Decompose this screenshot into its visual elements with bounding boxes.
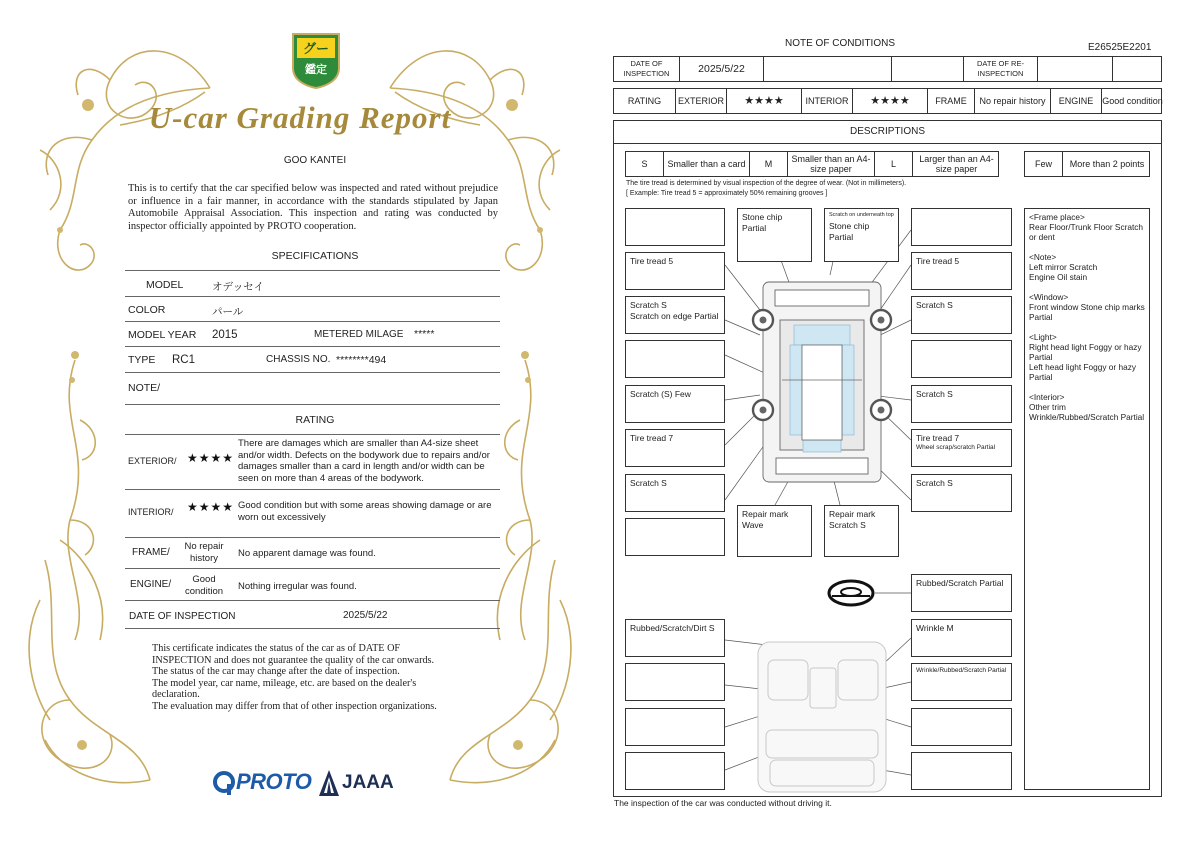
exterior-stars: ★★★★ [727, 89, 802, 113]
type-label: TYPE [128, 354, 156, 366]
model-year-label: MODEL YEAR [128, 329, 197, 341]
goo-kantei-badge-icon [287, 28, 345, 90]
legend-l: L [875, 152, 913, 176]
desc-box-right-1 [911, 208, 1012, 246]
divider [125, 404, 500, 405]
date-inspection-value: 2025/5/22 [680, 57, 764, 81]
desc-box-interior-right-2: Wrinkle M [911, 619, 1012, 657]
divider [125, 296, 500, 297]
desc-box-left-4 [625, 340, 725, 378]
specifications-heading: SPECIFICATIONS [271, 250, 359, 262]
certificate-footer [152, 643, 482, 713]
desc-box-interior-right-5 [911, 752, 1012, 790]
divider [125, 346, 500, 347]
desc-box-interior-left-2 [625, 663, 725, 701]
note-line [1029, 282, 1145, 292]
type-value: RC1 [172, 354, 196, 366]
exterior-label: EXTERIOR/ [128, 456, 177, 466]
legend-m: M [750, 152, 788, 176]
rating-label: RATING [614, 89, 676, 113]
desc-text: Tire tread 7 [916, 433, 960, 443]
date-inspection-label: DATE OF INSPECTION [614, 57, 680, 81]
engine-value: Good condition [184, 574, 224, 597]
report-subtitle: GOO KANTEI [283, 155, 347, 166]
engine-label: ENGINE/ [130, 579, 172, 590]
tire-note: The tire tread is determined by visual inspection of the degree of wear. (Not in millimeters). [626, 180, 907, 187]
chassis-no-value: ********494 [336, 354, 387, 366]
certification-statement: This is to certify that the car specified below was inspected and rated without prejudice or influence in a fair manner, in accordance with the standards stipulated by Japan Automobile Appraisal Association. This inspection and rating was conducted by inspector officially appointed by PROTO cooperation. [128, 183, 498, 232]
date-of-inspection-label: DATE OF INSPECTION [129, 611, 236, 622]
interior-label: INTERIOR [802, 89, 853, 113]
note-label: NOTE/ [128, 382, 161, 394]
note-of-conditions [600, 0, 1200, 848]
report-id: E26525E2201 [1088, 42, 1152, 53]
desc-box-top-mid-1: Stone chip Partial [737, 208, 812, 262]
badge-bottom-text: 鑑定 [305, 63, 327, 76]
desc-box-right-3: Scratch S [911, 296, 1012, 334]
interior-stars: ★★★★ [187, 500, 235, 514]
proto-logo-text: PROTO [236, 769, 312, 794]
desc-box-interior-right-1: Rubbed/Scratch Partial [911, 574, 1012, 612]
divider [125, 434, 500, 435]
divider [125, 568, 500, 569]
desc-box-right-7: Scratch S [911, 474, 1012, 512]
model-label: MODEL [146, 279, 184, 291]
desc-box-left-8 [625, 518, 725, 556]
note-line: <Light> [1029, 332, 1057, 342]
conditions-footer: The inspection of the car was conducted without driving it. [614, 798, 832, 808]
desc-box-interior-right-3: Wrinkle/Rubbed/Scratch Partial [911, 663, 1012, 701]
engine-label: ENGINE [1051, 89, 1102, 113]
desc-box-left-6: Tire tread 7 [625, 429, 725, 467]
desc-box-left-7: Scratch S [625, 474, 725, 512]
note-line: <Interior> [1029, 392, 1065, 402]
note-line: <Note> [1029, 252, 1057, 262]
desc-box-left-2: Tire tread 5 [625, 252, 725, 290]
desc-small-text: Wheel scrap/scratch Partial [916, 444, 996, 451]
jaaa-logo-text: JAAA [342, 772, 394, 793]
desc-box-interior-left-1: Rubbed/Scratch/Dirt S [625, 619, 725, 657]
desc-box-right-6 [911, 429, 1012, 467]
frame-label: FRAME/ [132, 547, 170, 558]
model-value: オデッセイ [212, 281, 264, 293]
desc-box-interior-right-4 [911, 708, 1012, 746]
badge-top-text: グー [302, 42, 329, 57]
desc-box-interior-left-3 [625, 708, 725, 746]
jaaa-logo-icon [318, 769, 340, 797]
divider [125, 489, 500, 490]
legend-l-desc: Larger than an A4-size paper [919, 154, 994, 174]
legend-s-desc: Smaller than a card [664, 152, 750, 176]
frame-description: No apparent damage was found. [238, 548, 376, 559]
legend-few: Few [1025, 152, 1063, 176]
interior-label: INTERIOR/ [128, 507, 174, 517]
frame-value: No repair history [975, 89, 1051, 113]
divider [125, 600, 500, 601]
metered-milage-value: ***** [414, 328, 435, 340]
metered-milage-label: METERED MILAGE [314, 329, 404, 340]
rating-heading: RATING [295, 414, 335, 426]
color-label: COLOR [128, 304, 166, 316]
date-reinspection-label: DATE OF RE-INSPECTION [964, 57, 1038, 81]
note-line: Right head light Foggy or hazy Partial [1029, 342, 1142, 362]
footer-line: This certificate indicates the status of the car as of DATE OF [152, 643, 401, 654]
note-line: <Frame place> [1029, 212, 1085, 222]
desc-box-left-3: Scratch S Scratch on edge Partial [625, 296, 725, 334]
legend-s: S [626, 152, 664, 176]
desc-box-right-5: Scratch S [911, 385, 1012, 423]
note-line: Other trim [1029, 402, 1066, 412]
note-line [1029, 322, 1145, 332]
proto-logo-icon [212, 770, 236, 796]
frame-label: FRAME [928, 89, 975, 113]
report-title: U-car Grading Report [148, 100, 452, 135]
note-line: Front window Stone chip marks Partial [1029, 302, 1145, 322]
divider [125, 628, 500, 629]
exterior-stars: ★★★★ [187, 451, 235, 465]
desc-box-top-mid-2 [824, 208, 899, 262]
desc-box-right-2: Tire tread 5 [911, 252, 1012, 290]
desc-box-bottom-mid-2: Repair mark Scratch S [824, 505, 899, 557]
interior-stars: ★★★★ [853, 89, 928, 113]
note-line: <Window> [1029, 292, 1069, 302]
note-line: Rear Floor/Trunk Floor Scratch or dent [1029, 222, 1144, 242]
footer-line: INSPECTION and does not guarantee the quality of the car onwards. [152, 654, 435, 666]
note-line: Engine Oil stain [1029, 272, 1088, 282]
note-line: Left head light Foggy or hazy Partial [1029, 362, 1137, 382]
model-year-value: 2015 [212, 329, 238, 341]
engine-description: Nothing irregular was found. [238, 581, 357, 592]
desc-box-interior-left-4 [625, 752, 725, 790]
desc-small-text: Scratch on underneath top [829, 212, 894, 218]
interior-description: Good condition but with some areas showing damage or are worn out excessively [238, 500, 492, 523]
legend-few-desc: More than 2 points [1069, 159, 1145, 169]
desc-text: Stone chip Partial [829, 220, 870, 242]
note-line [1029, 382, 1145, 392]
chassis-no-label: CHASSIS NO. [266, 354, 331, 365]
color-value: パール [212, 306, 244, 318]
desc-box-bottom-mid-1: Repair mark Wave [737, 505, 812, 557]
desc-box-left-5: Scratch (S) Few [625, 385, 725, 423]
divider [125, 321, 500, 322]
conditions-title: NOTE OF CONDITIONS [785, 38, 895, 49]
legend-m-desc: Smaller than an A4-size paper [788, 152, 875, 176]
divider [125, 372, 500, 373]
frame-value: No repair history [184, 541, 224, 564]
footer-line: The evaluation may differ from that of other inspection organizations. [152, 700, 437, 712]
desc-box-left-1 [625, 208, 725, 246]
note-line: Wrinkle/Rubbed/Scratch Partial [1029, 412, 1145, 422]
footer-line: The model year, car name, mileage, etc. are based on the dealer's [152, 677, 417, 689]
exterior-label: EXTERIOR [676, 89, 727, 113]
footer-line: The status of the car may change after the date of inspection. [152, 666, 400, 678]
divider [125, 537, 500, 538]
notes-column [1024, 208, 1150, 790]
descriptions-heading: DESCRIPTIONS [613, 120, 1162, 144]
steering-wheel-icon [829, 581, 873, 605]
date-of-inspection-value: 2025/5/22 [343, 610, 388, 621]
footer-line: declaration. [152, 689, 200, 701]
tire-note-example: [ Example: Tire tread 5 = approximately 50% remaining grooves ] [626, 190, 828, 197]
exterior-description: There are damages which are smaller than A4-size sheet and/or width. Defects on the bodywork due to repairs and/or damages smaller than a card in length and/or width can be seen on more than 4 areas of the bodywork. [238, 438, 490, 484]
engine-value: Good condition [1102, 96, 1163, 106]
note-line: Left mirror Scratch [1029, 262, 1098, 272]
desc-box-right-4 [911, 340, 1012, 378]
divider [125, 270, 500, 271]
note-line [1029, 242, 1145, 252]
